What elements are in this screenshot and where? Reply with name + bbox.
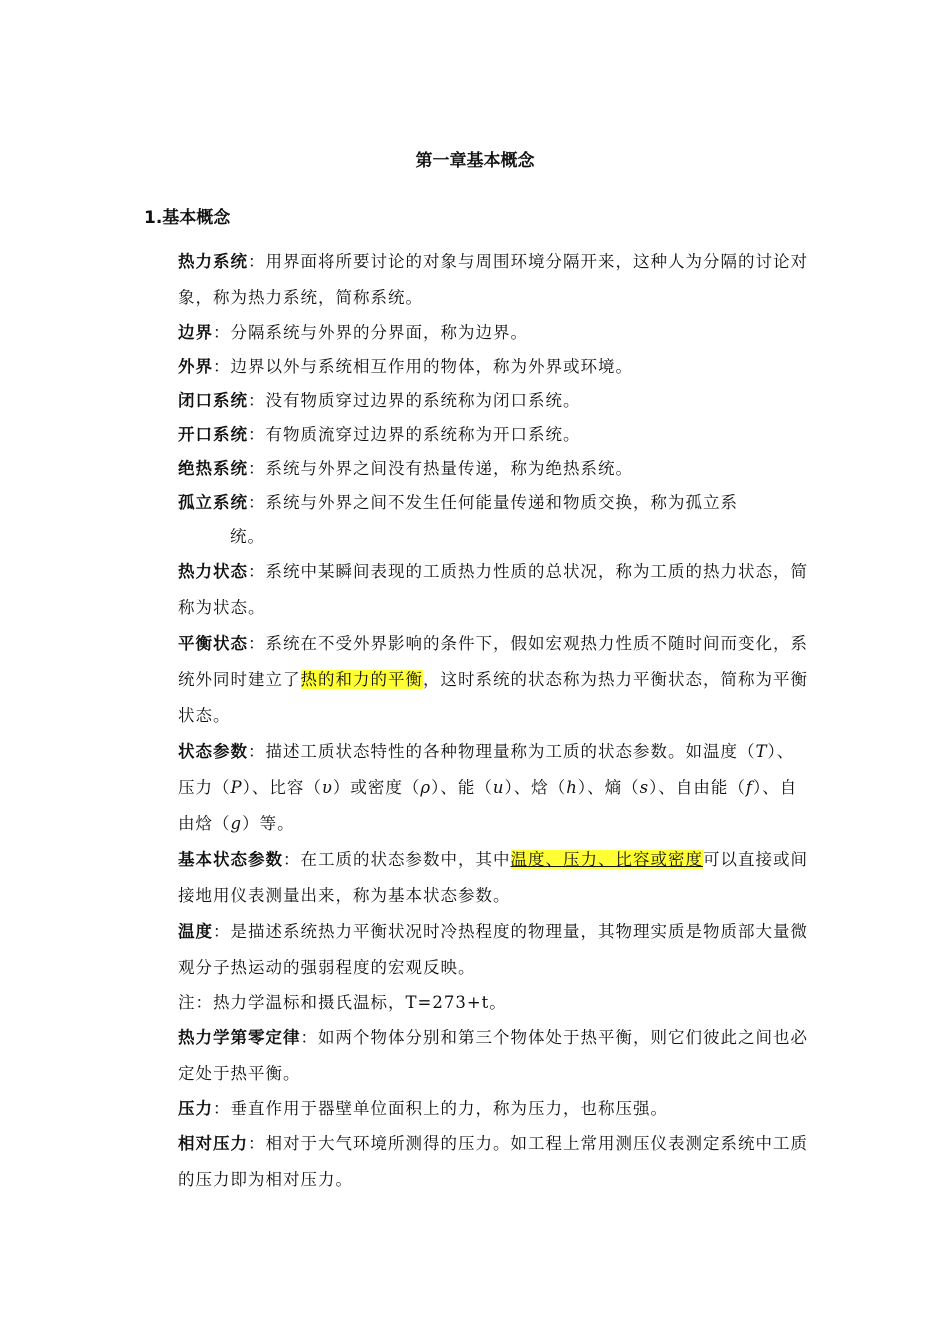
definition-thermo-system: [178, 244, 808, 316]
document-body: [178, 244, 808, 1198]
term: 绝热系统: [178, 459, 248, 478]
term: 边界: [178, 323, 213, 342]
definition-text: ：垂直作用于器壁单位面积上的力，称为压力，也称压强。: [213, 1099, 668, 1118]
definition-equilibrium-state: [178, 626, 808, 734]
definition-text: ：没有物质穿过边界的系统称为闭口系统。: [248, 391, 581, 410]
term: 温度: [178, 922, 213, 941]
symbol-g: g: [230, 814, 243, 833]
chapter-title: 第一章基本概念: [415, 151, 535, 171]
definition-text: ：边界以外与系统相互作用的物体，称为外界或环境。: [213, 357, 633, 376]
definition-zeroth-law: [178, 1020, 808, 1092]
definition-text: ）、能（: [431, 778, 493, 797]
definition-text: ）等。: [242, 814, 295, 833]
term: 外界: [178, 357, 213, 376]
definition-text: ）或密度（: [332, 778, 421, 797]
definition-relative-pressure: [178, 1126, 808, 1198]
definition-text: ：系统在不受外界影响的条件下，假如宏观热力性质不随时间而变化，系统外同时建立了: [178, 634, 808, 689]
definition-thermo-state: [178, 554, 808, 626]
definition-text: ：系统与外界之间没有热量传递，称为绝热系统。: [248, 459, 633, 478]
definition-text: ）、压力（: [178, 742, 795, 797]
definition-text: ）、自由焓（: [178, 778, 798, 833]
definition-state-params: [178, 734, 808, 842]
definition-surroundings: [178, 350, 808, 384]
symbol-rho: ρ: [420, 778, 432, 797]
definition-text: ：在工质的状态参数中，其中: [283, 850, 511, 869]
symbol-T: T: [755, 742, 768, 761]
term: 状态参数: [178, 742, 248, 761]
symbol-u: u: [492, 778, 505, 797]
definition-temperature: [178, 914, 808, 986]
term: 平衡状态: [178, 634, 248, 653]
definition-text: ）、比容（: [242, 778, 322, 797]
definition-text: ，这时系统的状态称为热力平衡状态，简称为平衡状态。: [178, 670, 808, 725]
term: 闭口系统: [178, 391, 248, 410]
definition-boundary: [178, 316, 808, 350]
symbol-s: s: [639, 778, 650, 797]
section-heading: 1.基本概念: [144, 208, 231, 228]
note-temperature-scale: 注：热力学温标和摄氏温标，T=273+t。: [178, 993, 507, 1012]
term: 热力学第零定律: [178, 1028, 301, 1047]
definition-text: ）、焓（: [504, 778, 567, 797]
definition-text: ）、熵（: [577, 778, 640, 797]
symbol-P: P: [230, 778, 243, 797]
term: 开口系统: [178, 425, 248, 444]
definition-text: ：系统与外界之间不发生任何能量传递和物质交换，称为孤立系: [248, 493, 738, 512]
term: 孤立系统: [178, 493, 248, 512]
definition-text: ：有物质流穿过边界的系统称为开口系统。: [248, 425, 581, 444]
highlighted-text: 温度、压力、比容或密度: [510, 850, 703, 869]
definition-closed-system: [178, 384, 808, 418]
definition-text: ：系统中某瞬间表现的工质热力性质的总状况，称为工质的热力状态，简称为状态。: [178, 562, 808, 617]
definition-adiabatic-system: [178, 452, 808, 486]
symbol-h: h: [566, 778, 578, 797]
term: 压力: [178, 1099, 213, 1118]
term: 热力系统: [178, 252, 248, 271]
symbol-f: f: [745, 778, 753, 797]
definition-isolated-system-continued: 统。: [230, 527, 265, 546]
highlighted-text: 热的和力的平衡: [300, 670, 423, 689]
definition-text: ：是描述系统热力平衡状况时冷热程度的物理量，其物理实质是物质部大量微观分子热运动的强弱程度的宏观反映。: [178, 922, 808, 977]
definition-text: ：分隔系统与外界的分界面，称为边界。: [213, 323, 528, 342]
definition-text: ：如两个物体分别和第三个物体处于热平衡，则它们彼此之间也必定处于热平衡。: [178, 1028, 808, 1083]
term: 基本状态参数: [178, 850, 283, 869]
definition-text: ）、自由能（: [649, 778, 746, 797]
term: 相对压力: [178, 1134, 248, 1153]
definition-text: ：相对于大气环境所测得的压力。如工程上常用测压仪表测定系统中工质的压力即为相对压力。: [178, 1134, 808, 1189]
definition-text: ：用界面将所要讨论的对象与周围环境分隔开来，这种人为分隔的讨论对象，称为热力系统，简称系统。: [178, 252, 808, 307]
definition-basic-state-params: [178, 842, 808, 914]
definition-isolated-system: [178, 486, 808, 520]
definition-pressure: [178, 1092, 808, 1126]
definition-text: ：描述工质状态特性的各种物理量称为工质的状态参数。如温度（: [248, 742, 756, 761]
symbol-v: υ: [321, 778, 333, 797]
definition-text: 可以直接或间接地用仪表测量出来，称为基本状态参数。: [178, 850, 808, 905]
definition-open-system: [178, 418, 808, 452]
term: 热力状态: [178, 562, 248, 581]
